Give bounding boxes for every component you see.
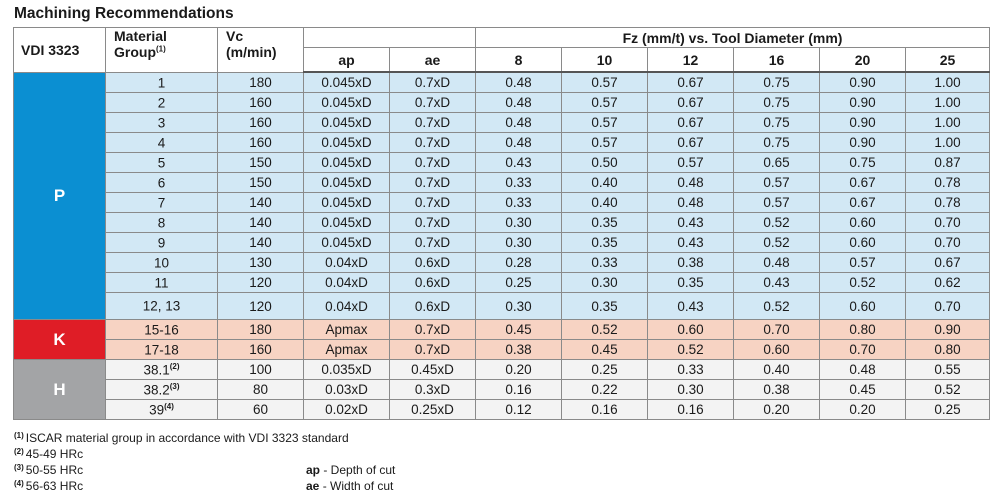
table-row xyxy=(14,93,990,113)
header-diameter: 8 xyxy=(476,48,562,73)
footnote-mark: (3) xyxy=(14,463,24,472)
fz-cell: 0.35 xyxy=(562,233,648,253)
footnote-mark: (2) xyxy=(169,361,180,371)
header-diameter: 10 xyxy=(562,48,648,73)
ae-cell: 0.7xD xyxy=(390,113,476,133)
fz-cell: 0.67 xyxy=(906,253,990,273)
category-k-cell: K xyxy=(14,320,106,360)
material-group-cell xyxy=(106,133,218,153)
fz-cell: 0.48 xyxy=(648,173,734,193)
fz-cell: 0.30 xyxy=(476,233,562,253)
fz-cell: 0.33 xyxy=(648,360,734,380)
material-group-cell xyxy=(106,273,218,293)
vc-cell: 160 xyxy=(218,113,304,133)
vc-cell: 80 xyxy=(218,380,304,400)
table-row xyxy=(14,193,990,213)
table-row xyxy=(14,113,990,133)
header-vc xyxy=(218,28,304,73)
fz-cell: 0.90 xyxy=(820,133,906,153)
fz-cell: 0.70 xyxy=(906,213,990,233)
fz-cell: 0.60 xyxy=(820,213,906,233)
ae-cell: 0.7xD xyxy=(390,72,476,93)
fz-cell: 0.70 xyxy=(820,340,906,360)
header-vdi: VDI 3323 xyxy=(14,28,106,73)
category-p-cell: P xyxy=(14,72,106,320)
legend-text: - Depth of cut xyxy=(320,463,396,477)
fz-cell: 0.75 xyxy=(734,93,820,113)
ap-cell: 0.045xD xyxy=(304,113,390,133)
material-group-cell xyxy=(106,253,218,273)
page-title: Machining Recommendations xyxy=(14,5,234,22)
table-row xyxy=(14,320,990,340)
fz-cell: 0.40 xyxy=(562,193,648,213)
fz-cell: 0.90 xyxy=(906,320,990,340)
table-row xyxy=(14,173,990,193)
fz-cell: 0.62 xyxy=(906,273,990,293)
legend-item xyxy=(306,479,393,493)
fz-cell: 1.00 xyxy=(906,72,990,93)
fz-cell: 0.75 xyxy=(734,72,820,93)
ae-cell: 0.7xD xyxy=(390,153,476,173)
material-group-value: 17-18 xyxy=(144,342,179,358)
ae-cell: 0.45xD xyxy=(390,360,476,380)
ae-cell: 0.7xD xyxy=(390,340,476,360)
footnote-mark: (4) xyxy=(14,479,24,488)
footnote xyxy=(14,479,83,493)
material-group-value: 1 xyxy=(157,75,166,90)
material-group-value: 11 xyxy=(154,275,169,291)
fz-cell: 0.57 xyxy=(562,113,648,133)
table-row xyxy=(14,293,990,320)
material-group-cell xyxy=(106,213,218,233)
material-group-cell xyxy=(106,153,218,173)
fz-cell: 0.67 xyxy=(820,193,906,213)
fz-cell: 0.38 xyxy=(476,340,562,360)
vc-cell: 60 xyxy=(218,400,304,420)
fz-cell: 0.43 xyxy=(648,233,734,253)
fz-cell: 0.43 xyxy=(734,273,820,293)
fz-cell: 0.45 xyxy=(820,380,906,400)
material-group-cell xyxy=(106,400,218,420)
ap-cell: 0.04xD xyxy=(304,253,390,273)
vc-cell: 140 xyxy=(218,193,304,213)
header-blank xyxy=(304,28,476,48)
ae-cell: 0.7xD xyxy=(390,193,476,213)
material-group-value: 10 xyxy=(153,255,170,271)
material-group-cell xyxy=(106,233,218,253)
fz-cell: 0.28 xyxy=(476,253,562,273)
fz-cell: 0.67 xyxy=(648,72,734,93)
fz-cell: 0.52 xyxy=(734,233,820,253)
material-group-value: 38.1 xyxy=(143,362,170,378)
material-group-value: 39 xyxy=(149,402,165,418)
fz-cell: 0.35 xyxy=(562,213,648,233)
material-group-value: 4 xyxy=(157,135,166,151)
material-group-value: 15-16 xyxy=(144,322,179,338)
ae-cell: 0.7xD xyxy=(390,173,476,193)
legend-item xyxy=(306,463,395,477)
fz-cell: 0.25 xyxy=(476,273,562,293)
fz-cell: 0.20 xyxy=(476,360,562,380)
header-diameter: 12 xyxy=(648,48,734,73)
header-ae: ae xyxy=(390,48,476,73)
vc-cell: 180 xyxy=(218,320,304,340)
fz-cell: 0.87 xyxy=(906,153,990,173)
material-group-cell xyxy=(106,113,218,133)
fz-cell: 0.43 xyxy=(476,153,562,173)
ap-cell: 0.04xD xyxy=(304,273,390,293)
fz-cell: 0.90 xyxy=(820,113,906,133)
material-group-value: 6 xyxy=(157,175,166,191)
header-material-group xyxy=(106,28,218,73)
table-row xyxy=(14,400,990,420)
fz-cell: 0.52 xyxy=(648,340,734,360)
category-h-cell: H xyxy=(14,360,106,420)
ap-cell: Apmax xyxy=(304,320,390,340)
footnote-text: ISCAR material group in accordance with VDI 3323 standard xyxy=(25,431,349,445)
header-vc-label: Vc xyxy=(226,28,244,44)
ap-cell: 0.04xD xyxy=(304,293,390,320)
fz-cell: 0.38 xyxy=(734,380,820,400)
fz-cell: 0.67 xyxy=(648,133,734,153)
footnote-mark: (4) xyxy=(164,401,174,411)
table-row xyxy=(14,273,990,293)
ae-cell: 0.7xD xyxy=(390,213,476,233)
fz-cell: 0.67 xyxy=(648,113,734,133)
header-ap: ap xyxy=(304,48,390,73)
fz-cell: 0.78 xyxy=(906,193,990,213)
ae-cell: 0.6xD xyxy=(390,253,476,273)
vc-cell: 140 xyxy=(218,233,304,253)
fz-cell: 0.70 xyxy=(906,233,990,253)
legend-text: - Width of cut xyxy=(319,479,394,493)
fz-cell: 0.80 xyxy=(906,340,990,360)
vc-cell: 150 xyxy=(218,153,304,173)
ap-cell: 0.045xD xyxy=(304,173,390,193)
ae-cell: 0.3xD xyxy=(390,380,476,400)
ap-cell: 0.045xD xyxy=(304,193,390,213)
header-material-label: Material xyxy=(114,28,167,44)
footnote-mark: (3) xyxy=(169,381,180,391)
ap-cell: 0.045xD xyxy=(304,233,390,253)
vc-cell: 140 xyxy=(218,213,304,233)
fz-cell: 0.60 xyxy=(820,293,906,320)
table-row xyxy=(14,133,990,153)
fz-cell: 0.35 xyxy=(648,273,734,293)
header-group-label: Group xyxy=(114,44,156,60)
fz-cell: 0.45 xyxy=(476,320,562,340)
table-row xyxy=(14,380,990,400)
fz-cell: 0.57 xyxy=(820,253,906,273)
table-row xyxy=(14,253,990,273)
fz-cell: 0.30 xyxy=(476,213,562,233)
ap-cell: 0.045xD xyxy=(304,72,390,93)
fz-cell: 0.45 xyxy=(562,340,648,360)
fz-cell: 0.70 xyxy=(906,293,990,320)
fz-cell: 0.16 xyxy=(648,400,734,420)
fz-cell: 0.90 xyxy=(820,72,906,93)
fz-cell: 0.50 xyxy=(562,153,648,173)
fz-cell: 0.57 xyxy=(734,173,820,193)
ap-cell: 0.02xD xyxy=(304,400,390,420)
vc-cell: 180 xyxy=(218,72,304,93)
fz-cell: 0.75 xyxy=(820,153,906,173)
ap-cell: 0.03xD xyxy=(304,380,390,400)
fz-cell: 0.57 xyxy=(562,133,648,153)
ae-cell: 0.7xD xyxy=(390,233,476,253)
fz-cell: 0.48 xyxy=(476,72,562,93)
legend-term: ae xyxy=(306,479,320,493)
fz-cell: 0.25 xyxy=(906,400,990,420)
fz-cell: 0.43 xyxy=(648,293,734,320)
fz-cell: 1.00 xyxy=(906,113,990,133)
ap-cell: 0.045xD xyxy=(304,93,390,113)
fz-cell: 0.20 xyxy=(820,400,906,420)
fz-cell: 0.52 xyxy=(734,213,820,233)
ap-cell: 0.045xD xyxy=(304,133,390,153)
fz-cell: 0.78 xyxy=(906,173,990,193)
material-group-cell xyxy=(106,293,218,320)
fz-cell: 0.52 xyxy=(562,320,648,340)
fz-cell: 0.38 xyxy=(648,253,734,273)
fz-cell: 0.16 xyxy=(562,400,648,420)
fz-cell: 0.30 xyxy=(648,380,734,400)
material-group-cell xyxy=(106,93,218,113)
table-row xyxy=(14,233,990,253)
footnote-mark: (2) xyxy=(14,447,24,456)
fz-cell: 0.80 xyxy=(820,320,906,340)
footnote xyxy=(14,463,83,477)
material-group-value: 5 xyxy=(157,155,166,171)
footnote xyxy=(14,447,83,461)
footnote-text: 45-49 HRc xyxy=(25,447,84,461)
ae-cell: 0.25xD xyxy=(390,400,476,420)
fz-cell: 0.67 xyxy=(820,173,906,193)
table-row xyxy=(14,213,990,233)
fz-cell: 0.48 xyxy=(648,193,734,213)
fz-cell: 0.60 xyxy=(734,340,820,360)
fz-cell: 0.60 xyxy=(820,233,906,253)
fz-cell: 0.40 xyxy=(562,173,648,193)
material-group-value: 7 xyxy=(157,195,166,211)
fz-cell: 0.48 xyxy=(820,360,906,380)
ae-cell: 0.6xD xyxy=(390,293,476,320)
fz-cell: 0.57 xyxy=(562,93,648,113)
material-group-cell xyxy=(106,360,218,380)
fz-cell: 0.75 xyxy=(734,133,820,153)
ae-cell: 0.7xD xyxy=(390,133,476,153)
header-group-footnote-mark: (1) xyxy=(156,44,166,54)
vc-cell: 120 xyxy=(218,273,304,293)
fz-cell: 1.00 xyxy=(906,133,990,153)
fz-cell: 0.52 xyxy=(820,273,906,293)
fz-cell: 0.33 xyxy=(476,193,562,213)
fz-cell: 0.52 xyxy=(906,380,990,400)
table-row xyxy=(14,340,990,360)
material-group-value: 9 xyxy=(157,235,166,251)
header-diameter: 25 xyxy=(906,48,990,73)
material-group-value: 12, 13 xyxy=(142,298,181,314)
material-group-cell xyxy=(106,320,218,340)
fz-cell: 0.43 xyxy=(648,213,734,233)
fz-cell: 0.16 xyxy=(476,380,562,400)
fz-cell: 0.55 xyxy=(906,360,990,380)
material-group-value: 2 xyxy=(157,95,166,111)
header-diameter: 20 xyxy=(820,48,906,73)
material-group-cell xyxy=(106,380,218,400)
fz-cell: 0.30 xyxy=(476,293,562,320)
header-diameter: 16 xyxy=(734,48,820,73)
fz-cell: 0.65 xyxy=(734,153,820,173)
fz-cell: 0.57 xyxy=(648,153,734,173)
fz-cell: 0.30 xyxy=(562,273,648,293)
vc-cell: 130 xyxy=(218,253,304,273)
fz-cell: 0.70 xyxy=(734,320,820,340)
vc-cell: 160 xyxy=(218,340,304,360)
ap-cell: Apmax xyxy=(304,340,390,360)
material-group-cell xyxy=(106,340,218,360)
vc-cell: 160 xyxy=(218,93,304,113)
table-row xyxy=(14,153,990,173)
fz-cell: 0.52 xyxy=(734,293,820,320)
ap-cell: 0.045xD xyxy=(304,213,390,233)
fz-cell: 0.48 xyxy=(476,113,562,133)
fz-cell: 0.48 xyxy=(476,93,562,113)
fz-cell: 0.90 xyxy=(820,93,906,113)
ae-cell: 0.6xD xyxy=(390,273,476,293)
legend-term: ap xyxy=(306,463,321,477)
material-group-cell xyxy=(106,173,218,193)
footnote xyxy=(14,431,349,445)
fz-cell: 0.67 xyxy=(648,93,734,113)
material-group-value: 8 xyxy=(157,215,166,231)
recommendations-table xyxy=(13,27,990,420)
ap-cell: 0.045xD xyxy=(304,153,390,173)
fz-cell: 0.60 xyxy=(648,320,734,340)
fz-cell: 0.12 xyxy=(476,400,562,420)
fz-cell: 0.33 xyxy=(476,173,562,193)
material-group-value: 38.2 xyxy=(143,382,170,398)
ae-cell: 0.7xD xyxy=(390,93,476,113)
fz-cell: 0.22 xyxy=(562,380,648,400)
ae-cell: 0.7xD xyxy=(390,320,476,340)
header-fz: Fz (mm/t) vs. Tool Diameter (mm) xyxy=(476,28,990,48)
vc-cell: 160 xyxy=(218,133,304,153)
fz-cell: 0.57 xyxy=(562,72,648,93)
fz-cell: 0.20 xyxy=(734,400,820,420)
footnote-text: 56-63 HRc xyxy=(25,479,84,493)
table-row xyxy=(14,72,990,93)
material-group-value: 3 xyxy=(157,115,166,131)
table-row xyxy=(14,360,990,380)
ap-cell: 0.035xD xyxy=(304,360,390,380)
vc-cell: 150 xyxy=(218,173,304,193)
fz-cell: 0.57 xyxy=(734,193,820,213)
material-group-cell xyxy=(106,193,218,213)
fz-cell: 0.48 xyxy=(734,253,820,273)
fz-cell: 0.35 xyxy=(562,293,648,320)
vc-cell: 100 xyxy=(218,360,304,380)
material-group-cell xyxy=(106,72,218,93)
fz-cell: 0.33 xyxy=(562,253,648,273)
fz-cell: 1.00 xyxy=(906,93,990,113)
fz-cell: 0.75 xyxy=(734,113,820,133)
fz-cell: 0.48 xyxy=(476,133,562,153)
footnote-text: 50-55 HRc xyxy=(25,463,84,477)
header-vc-unit: (m/min) xyxy=(226,44,277,60)
vc-cell: 120 xyxy=(218,293,304,320)
fz-cell: 0.25 xyxy=(562,360,648,380)
fz-cell: 0.40 xyxy=(734,360,820,380)
footnote-mark: (1) xyxy=(14,431,24,440)
